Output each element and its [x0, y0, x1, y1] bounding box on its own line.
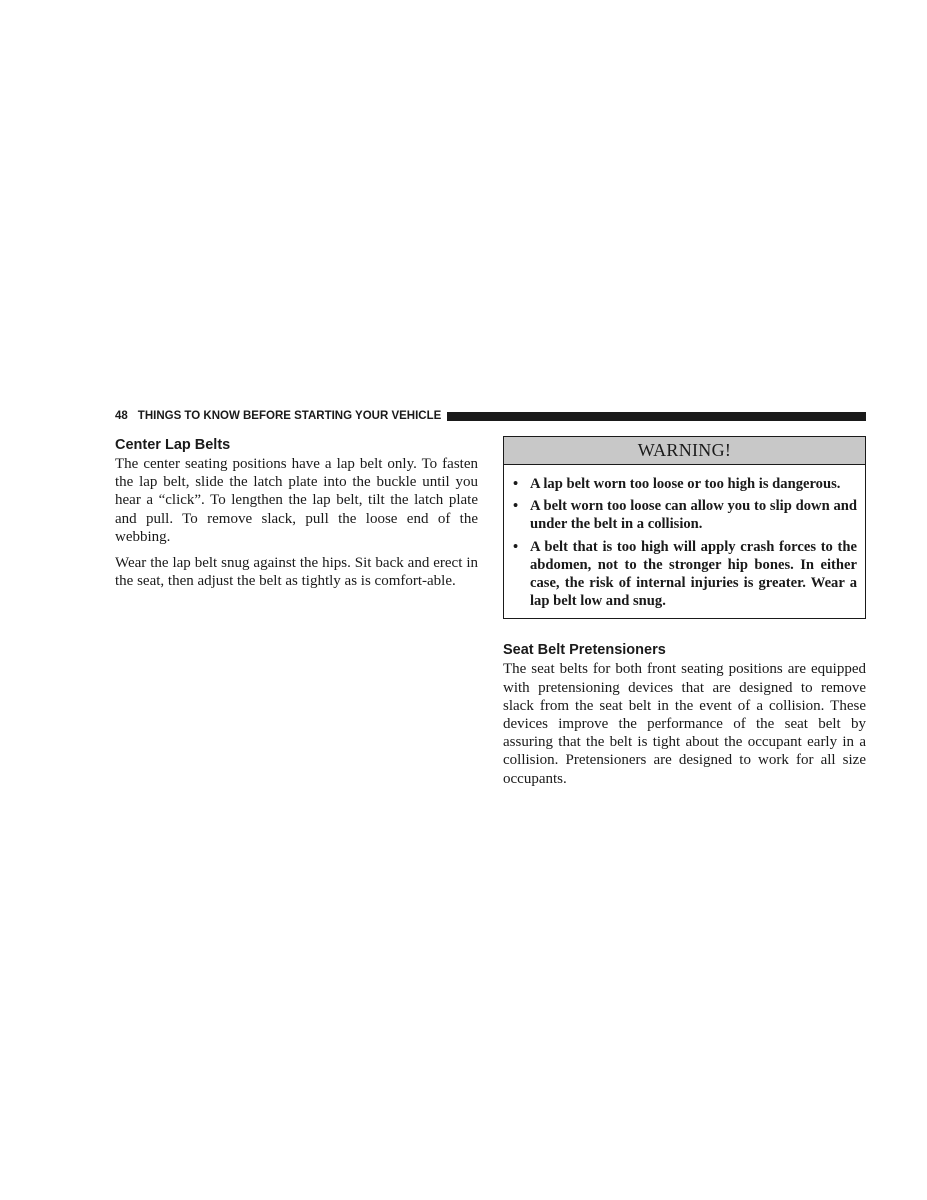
section-title: THINGS TO KNOW BEFORE STARTING YOUR VEHICLE: [137, 410, 442, 422]
warning-box: [503, 436, 866, 619]
bullet-icon: •: [513, 498, 519, 515]
header-rule: [447, 412, 866, 421]
warning-item: [512, 475, 857, 493]
warning-item-text: A belt worn too loose can allow you to slip down and under the belt in a collision.: [530, 498, 857, 533]
right-column: [503, 436, 866, 796]
bullet-icon: •: [513, 476, 519, 492]
warning-item: [512, 538, 857, 611]
page-number: 48: [115, 410, 128, 422]
warning-title: WARNING!: [504, 437, 865, 465]
warning-item: [512, 497, 857, 533]
center-lap-belts-heading: Center Lap Belts: [115, 437, 231, 453]
left-column: [115, 436, 478, 598]
warning-item-text: A belt that is too high will apply crash forces to the abdomen, not to the stronger hip bones. In either case, the risk of internal injuries is greater. Wear a lap belt low and snug.: [530, 538, 857, 610]
center-lap-belts-paragraph-1: The center seating positions have a lap belt only. To fasten the lap belt, slide the latch plate into the buckle until you hear a “click”. To lengthen the lap belt, tilt the latch plate and pull. To remove slack, pull the loose end of the webbing.: [115, 456, 478, 545]
seat-belt-pretensioners-paragraph: The seat belts for both front seating positions are equipped with pretensioning devices that are designed to remove slack from the seat belt in the event of a collision. These devices improve the performance of the seat belt by assuring that the belt is tight about the occupant early in a collision. Pretensioners are designed to work for all size occupants.: [503, 661, 866, 787]
center-lap-belts-paragraph-2: Wear the lap belt snug against the hips. Sit back and erect in the seat, then adjust the belt as tightly as is comfort-able.: [115, 555, 478, 590]
warning-list: [504, 465, 865, 618]
seat-belt-pretensioners-heading: Seat Belt Pretensioners: [503, 642, 666, 659]
warning-item-text: A lap belt worn too loose or too high is dangerous.: [530, 476, 841, 492]
page-header: [115, 409, 866, 423]
bullet-icon: •: [513, 538, 519, 555]
